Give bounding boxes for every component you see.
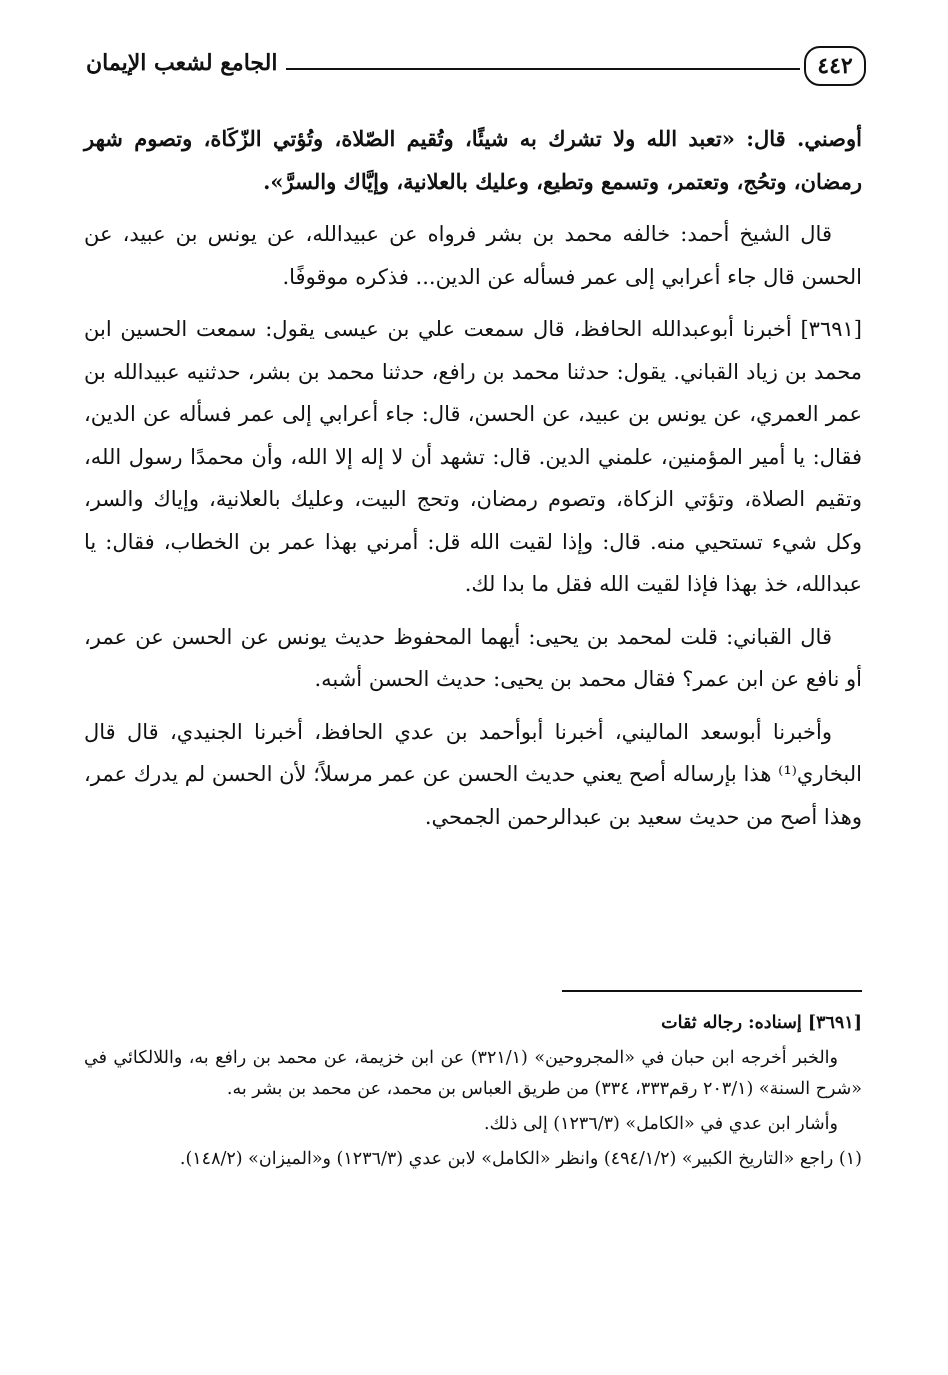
paragraph-bukhari: وأخبرنا أبوسعد الماليني، أخبرنا أبوأحمد بن عدي الحافظ، أخبرنا الجنيدي، قال قال البخاري⁽¹⁾ هذا بإرساله أصح يعني حديث الحسن عن عمر مرسلاً؛ لأن الحسن لم يدرك عمر، وهذا أصح من حديث سعيد بن عبدالرحمن الجمحي.	[84, 719, 862, 829]
footnote-item: (١) راجع «التاريخ الكبير» (٤٩٤/١/٢) وانظر «الكامل» لابن عدي (١٢٣٦/٣) و«الميزان» (١٤٨/٢).	[179, 1149, 862, 1169]
page-number: ٤٤٢	[804, 46, 866, 86]
header-rule	[286, 68, 800, 70]
paragraph-hadith-3691: [٣٦٩١] أخبرنا أبوعبدالله الحافظ، قال سمعت علي بن عيسى يقول: سمعت الحسين ابن محمد بن زياد القباني. يقول: حدثنا محمد بن رافع، حدثنا محمد بن بشر، حدثنيه عبيدالله بن عمر العمري، عن يونس بن عبيد، عن الحسن، قال: جاء أعرابي إلى عمر فسأله عن الدين، فقال: يا أمير المؤمنين، علمني الدين. قال: تشهد أن لا إله إلا الله، وأن محمدًا رسول الله، وتقيم الصلاة، وتؤتي الزكاة، وتصوم رمضان، وتحج البيت، وعليك بالعلانية، وإياك والسر، وكل شيء تستحيي منه. قال: وإذا لقيت الله قل: أمرني بهذا عمر بن الخطاب، فقال: يا عبدالله، خذ بهذا فإذا لقيت الله فقل ما بدا لك.	[84, 317, 862, 596]
paragraph-qabbani: قال القباني: قلت لمحمد بن يحيى: أيهما المحفوظ حديث يونس عن الحسن عن عمر، أو نافع عن ابن عمر؟ فقال محمد بن يحيى: حديث الحسن أشبه.	[84, 624, 862, 691]
footnote-separator	[562, 990, 862, 992]
footnotes	[84, 1008, 862, 1179]
main-text	[84, 118, 862, 848]
footnote-heading: [٣٦٩١] إسناده: رجاله ثقات	[661, 1013, 862, 1033]
footnote-item: والخبر أخرجه ابن حبان في «المجروحين» (٣٢١/١) عن ابن خزيمة، عن محمد بن رافع به، واللالكائي في «شرح السنة» (٢٠٣/١ رقم٣٣٣، ٣٣٤) من طريق العباس بن محمد، عن محمد بن بشر به.	[84, 1048, 862, 1099]
footnote-item: وأشار ابن عدي في «الكامل» (١٢٣٦/٣) إلى ذلك.	[483, 1114, 838, 1134]
book-title: الجامع لشعب الإيمان	[86, 50, 278, 76]
paragraph-sheikh-comment: قال الشيخ أحمد: خالفه محمد بن بشر فرواه عن عبيدالله، عن يونس بن عبيد، عن الحسن قال جاء أعرابي إلى عمر فسأله عن الدين... فذكره موقوفًا.	[84, 222, 862, 289]
page-header	[86, 38, 866, 100]
paragraph-hadith-text: أوصني. قال: «تعبد الله ولا تشرك به شيئًا، وتُقيم الصّلاة، وتُؤتي الزّكَاة، وتصوم شهر رمضان، وتحُج، وتعتمر، وتسمع وتطيع، وعليك بالعلانية، وإيَّاك والسرَّ».	[84, 126, 862, 194]
